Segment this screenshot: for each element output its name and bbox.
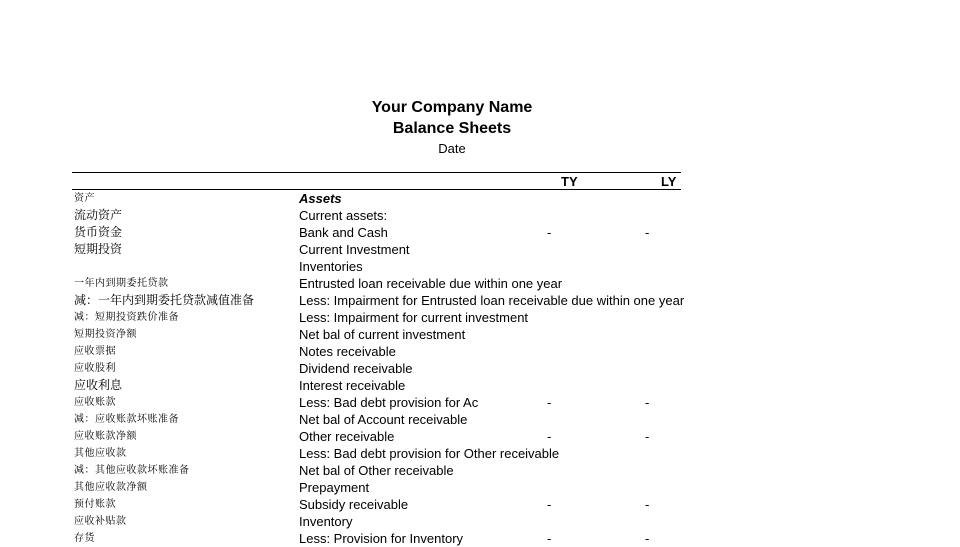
table-row [0, 326, 960, 343]
row-cn-label: 一年内到期委托贷款 [74, 278, 169, 289]
row-cn-label: 其他应收款净额 [74, 482, 148, 493]
report-header [0, 97, 904, 158]
table-row [0, 530, 960, 547]
table-row [0, 224, 960, 241]
report-title: Balance Sheets [392, 120, 512, 137]
table-row [0, 258, 960, 275]
row-cn-label: 应收账款 [74, 397, 116, 408]
row-cn-label: 其他应收款 [74, 448, 127, 459]
header-rule-top [72, 172, 681, 173]
row-ty-value: - [547, 497, 552, 512]
row-cn-label: 货币资金 [74, 225, 123, 239]
row-cn-label: 应收补贴款 [74, 516, 127, 527]
table-row [0, 445, 960, 462]
table-row [0, 190, 960, 207]
row-cn-label: 减：其他应收款坏账准备 [74, 465, 190, 476]
row-cn-label: 应收股利 [74, 363, 116, 374]
company-name: Your Company Name [371, 99, 533, 116]
table-row [0, 428, 960, 445]
row-cn-label: 减：应收账款坏账准备 [74, 414, 179, 425]
row-en-label: Inventories [299, 259, 363, 274]
table-row [0, 309, 960, 326]
row-cn-label: 应收账款净额 [74, 431, 137, 442]
row-en-label: Notes receivable [299, 344, 396, 359]
row-cn-label: 流动资产 [74, 208, 123, 222]
row-cn-label: 减：短期投资跌价准备 [74, 312, 179, 323]
row-cn-label: 减：一年内到期委托贷款减值准备 [74, 293, 255, 307]
balance-sheet-rows [0, 190, 960, 547]
row-cn-label: 资产 [74, 193, 95, 204]
row-ty-value: - [547, 429, 552, 444]
row-cn-label: 应收利息 [74, 378, 123, 392]
row-en-label: Inventory [299, 514, 353, 529]
row-en-label: Less: Bad debt provision for Ac [299, 395, 479, 410]
row-en-label: Subsidy receivable [299, 497, 409, 512]
row-en-label: Bank and Cash [299, 225, 388, 240]
row-ty-value: - [547, 225, 552, 240]
table-row [0, 462, 960, 479]
row-cn-label: 短期投资 [74, 242, 123, 256]
table-row [0, 275, 960, 292]
row-en-label: Dividend receivable [299, 361, 413, 376]
row-cn-label: 短期投资净额 [74, 329, 137, 340]
row-en-label: Less: Impairment for current investment [299, 310, 529, 325]
row-en-label: Assets [299, 191, 342, 206]
row-ly-value: - [645, 395, 650, 410]
table-row [0, 207, 960, 224]
row-en-label: Net bal of Other receivable [299, 463, 454, 478]
row-en-label: Net bal of Account receivable [299, 412, 468, 427]
row-en-label: Current Investment [299, 242, 410, 257]
row-en-label: Other receivable [299, 429, 395, 444]
table-row [0, 394, 960, 411]
row-en-label: Less: Impairment for Entrusted loan receivable due within one year [299, 293, 685, 308]
row-en-label: Net bal of current investment [299, 327, 466, 342]
row-en-label: Prepayment [299, 480, 370, 495]
row-en-label: Interest receivable [299, 378, 406, 393]
row-ly-value: - [645, 531, 650, 546]
row-ty-value: - [547, 395, 552, 410]
table-row [0, 479, 960, 496]
row-ly-value: - [645, 225, 650, 240]
row-ly-value: - [645, 497, 650, 512]
row-ty-value: - [547, 531, 552, 546]
table-row [0, 343, 960, 360]
table-row [0, 496, 960, 513]
table-row [0, 241, 960, 258]
column-header-ty: TY [561, 174, 578, 189]
table-row [0, 411, 960, 428]
row-en-label: Less: Bad debt provision for Other receivable [299, 446, 560, 461]
table-row [0, 292, 960, 309]
table-row [0, 360, 960, 377]
row-en-label: Entrusted loan receivable due within one year [299, 276, 563, 291]
report-date: Date [438, 141, 466, 156]
row-en-label: Current assets: [299, 208, 388, 223]
row-cn-label: 应收票据 [74, 346, 116, 357]
row-cn-label: 存货 [74, 533, 95, 544]
row-ly-value: - [645, 429, 650, 444]
column-header-ly: LY [661, 174, 677, 189]
table-row [0, 513, 960, 530]
table-row [0, 377, 960, 394]
row-en-label: Less: Provision for Inventory [299, 531, 464, 546]
row-cn-label: 预付账款 [74, 499, 116, 510]
